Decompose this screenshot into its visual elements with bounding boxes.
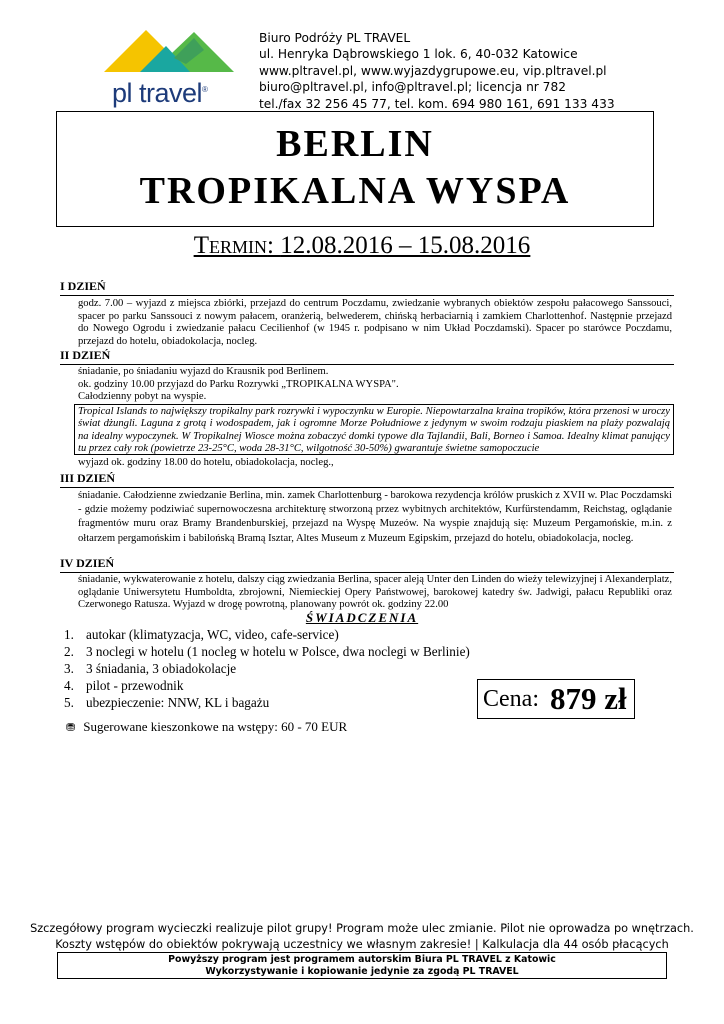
title-city: BERLIN	[276, 123, 434, 165]
day-4-text: śniadanie, wykwaterowanie z hotelu, dalszy ciąg zwiedzania Berlina, spacer aleją Unter den Linden do wieży telewizyjnej i Alexanderplatz, oglądanie Uniwersytetu Humboldta, zbrojowni, Niemieckiej Opery Państwowej, barokowej katedry św. Jadwigi, pałacu Republiki oraz Czerwonego Ratusza. Wyjazd w drogę powrotną, planowany powrót ok. godziny 22.00	[78, 574, 672, 611]
day-3-heading: III DZIEŃ	[60, 471, 116, 485]
tropical-islands-info-box	[74, 404, 674, 455]
termin-label: Termin	[193, 232, 268, 259]
list-item: 4. pilot - przewodnik	[64, 678, 184, 693]
list-item: 3. 3 śniadania, 3 obiadokolacje	[64, 661, 237, 676]
company-logo	[104, 24, 234, 110]
services-heading: ŚWIADCZENIA	[305, 610, 419, 625]
company-websites[interactable]: www.pltravel.pl, www.wyjazdygrupowe.eu, vip.pltravel.pl	[259, 63, 607, 78]
trip-dates: Termin: 12.08.2016 – 15.08.2016	[193, 232, 531, 259]
company-phones: tel./fax 32 256 45 77, tel. kom. 694 980 161, 691 133 433	[259, 96, 615, 111]
copyright-box	[57, 952, 667, 979]
price-box	[477, 679, 635, 719]
day-2-line-3: Całodzienny pobyt na wyspie.	[78, 391, 207, 402]
footer-notes	[0, 921, 724, 952]
day-4-heading: IV DZIEŃ	[60, 556, 115, 570]
day-2-line-2: ok. godziny 10.00 przyjazd do Parku Rozrywki „TROPIKALNA WYSPA".	[78, 379, 399, 390]
pocket-money-note	[66, 719, 347, 735]
day-2-after: wyjazd ok. godziny 18.00 do hotelu, obiadokolacja, nocleg.,	[78, 457, 334, 468]
day-2-line-1: śniadanie, po śniadaniu wyjazd do Krausnik pod Berlinem.	[78, 366, 329, 377]
title-box	[56, 111, 654, 227]
company-name: Biuro Podróży PL TRAVEL	[259, 31, 411, 45]
money-bag-icon: ⛃	[66, 722, 76, 734]
mountains-icon	[104, 24, 234, 84]
title-subtitle: TROPIKALNA WYSPA	[139, 170, 571, 212]
day-1-heading: I DZIEŃ	[60, 279, 106, 293]
day-3-text: śniadanie. Całodzienne zwiedzanie Berlina, min. zamek Charlottenburg - barokowa rezydencja królów pruskich z XVII w. Plac Poczdamski - gdzie możemy podziwiać supernowoczesna architekturę stworzoną przez wybitnych architektów, Kurfürstendamm, Reichstag, oglądanie fragmentów muru oraz Bramy Brandenburskiej, przejazd na Wyspę Muzeów. Na wyspie znajdują się: Muzeum Pergamońskie, m.in. z ołtarzem pergamońskim i babilońską Bramą Isztar, Altes Museum z Muzeum Egipskim, przejazd do hotelu, obiadokolacja, nocleg.	[78, 490, 672, 544]
day-2-heading: II DZIEŃ	[60, 348, 111, 362]
copyright-line-1: Powyższy program jest programem autorskim Biura PL TRAVEL z Katowic	[168, 954, 556, 965]
tropical-islands-description: Tropical Islands to największy tropikalny park rozrywki i wypoczynku w Europie. Niepowtarzalna kraina tropików, która przenosi w uroczy świat dżungli. Laguna z grotą i wodospadem, jak i ogromne Morze Południowe z jedynym w swoim rodzaju piaskiem na plaży pozwalają na idealny wypoczynek. W Tropikalnej Wiosce można zobaczyć domki typowe dla Tajlandii, Bali, Borneo i Samoa. Idealny klimat panujący tu przez cały rok (powietrze 23-25°C, woda 28-31°C, wilgotność 30-50%) gwarantuje świetne samopoczucie	[78, 406, 670, 455]
pocket-money-text: Sugerowane kieszonkowe na wstępy: 60 - 70 EUR	[83, 719, 348, 734]
day-2-divider	[60, 364, 674, 365]
company-info	[259, 30, 615, 112]
day-1-divider	[60, 295, 674, 296]
day-4-divider	[60, 572, 674, 573]
day-1-text: godz. 7.00 – wyjazd z miejsca zbiórki, przejazd do centrum Poczdamu, zwiedzanie wybranych obiektów zespołu pałacowego Sanssouci, spacer po parku Sanssouci z nowym pałacem, oranżerią, belwederem, chińską herbaciarnią i zamkiem Charlottenhof. Następnie przejazd do Nowego Ogrodu i zwiedzanie pałacu Cecilienhof (w 1945 r. podpisano w nim Układ Poczdamski). Spacer po starówce Poczdamu, przejazd do hotelu, obiadokolacja, nocleg.	[78, 298, 672, 348]
termin-dates: 12.08.2016 – 15.08.2016	[280, 232, 531, 259]
services-list	[64, 626, 470, 711]
day-3-divider	[60, 487, 674, 488]
logo-wordmark: pl travel®	[112, 78, 208, 108]
footer-line-2: Koszty wstępów do obiektów pokrywają uczestnicy we własnym zakresie! | Kalkulacja dla 44 osób płacących	[55, 937, 669, 951]
list-item: 5. ubezpieczenie: NNW, KL i bagażu	[64, 695, 270, 710]
footer-line-1: Szczegółowy program wycieczki realizuje pilot grupy! Program może ulec zmianie. Pilot nie oprowadza po wnętrzach.	[30, 922, 694, 935]
price-value: 879 zł	[550, 681, 627, 716]
copyright-line-2: Wykorzystywanie i kopiowanie jedynie za zgodą PL TRAVEL	[205, 966, 519, 978]
company-address: ul. Henryka Dąbrowskiego 1 lok. 6, 40-032 Katowice	[259, 47, 578, 62]
price-label: Cena:	[483, 686, 539, 712]
list-item: 2. 3 noclegi w hotelu (1 nocleg w hotelu w Polsce, dwa noclegi w Berlinie)	[64, 644, 470, 659]
list-item: 1. autokar (klimatyzacja, WC, video, cafe-service)	[64, 627, 339, 642]
company-emails[interactable]: biuro@pltravel.pl, info@pltravel.pl; licencja nr 782	[259, 80, 566, 95]
